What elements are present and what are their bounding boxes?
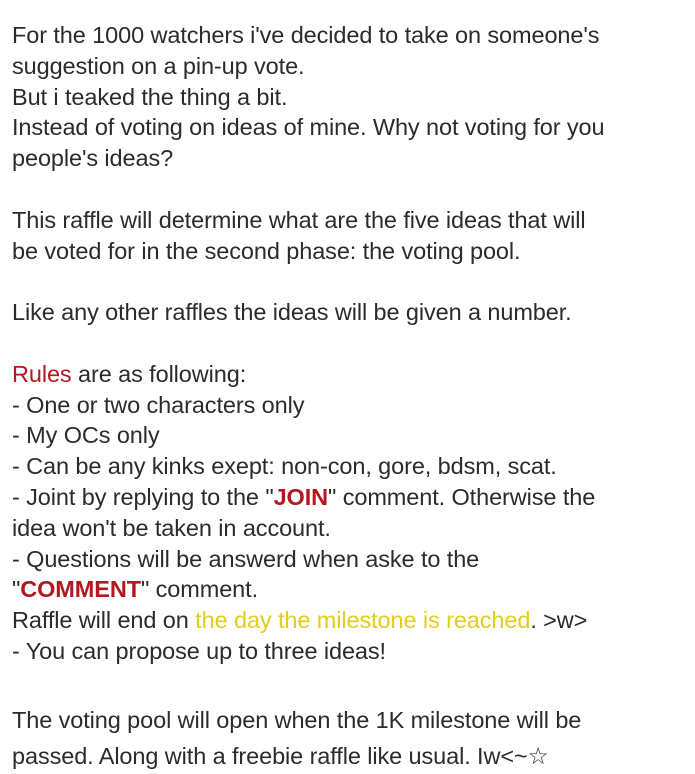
closing-paragraph [12, 702, 692, 774]
join-keyword: JOIN [273, 483, 329, 510]
paragraph-gap [12, 174, 692, 205]
rule-item: - Can be any kinks exept: non-con, gore, bdsm, scat. [12, 453, 557, 480]
rules-heading-word: Rules [12, 360, 72, 387]
rule-join-continuation: idea won't be taken in account. [12, 514, 331, 541]
intro-line: suggestion on a pin-up vote. [12, 52, 305, 79]
rule-comment-post: " comment. [140, 576, 258, 603]
rule-item: - You can propose up to three ideas! [12, 637, 386, 664]
rule-end [12, 605, 692, 636]
intro-line: people's ideas? [12, 145, 174, 172]
closing-line: The voting pool will open when the 1K milestone will be [12, 706, 582, 733]
rule-join [12, 482, 692, 513]
raffle-line: be voted for in the second phase: the voting pool. [12, 237, 521, 264]
comment-keyword: COMMENT [20, 576, 141, 603]
numbering-paragraph [12, 297, 692, 328]
rule-end-post: . >w> [530, 607, 588, 634]
raffle-line: This raffle will determine what are the five ideas that will [12, 206, 586, 233]
intro-line: For the 1000 watchers i've decided to take on someone's [12, 22, 600, 48]
intro-line: Instead of voting on ideas of mine. Why not voting for you [12, 114, 605, 141]
raffle-paragraph [12, 205, 692, 267]
rule-item: - My OCs only [12, 422, 160, 449]
rule-join-post: " comment. Otherwise the [328, 483, 596, 510]
rules-heading-rest: are as following: [71, 360, 247, 387]
numbering-line: Like any other raffles the ideas will be given a number. [12, 299, 572, 326]
closing-line: passed. Along with a freebie raffle like usual. Iw<~☆ [12, 742, 549, 769]
post-body [12, 20, 692, 774]
intro-line: But i teaked the thing a bit. [12, 83, 288, 110]
paragraph-gap [12, 667, 692, 698]
rule-comment-pre: " [12, 576, 21, 603]
rules-section [12, 359, 692, 667]
rules-heading [12, 359, 692, 390]
end-highlight: the day the milestone is reached [195, 607, 531, 634]
intro-paragraph [12, 20, 692, 174]
paragraph-gap [12, 266, 692, 297]
rule-comment [12, 574, 692, 605]
paragraph-gap [12, 328, 692, 359]
rule-end-pre: Raffle will end on [12, 607, 196, 634]
rule-item: - One or two characters only [12, 391, 305, 418]
rule-questions: - Questions will be answerd when aske to the [12, 545, 480, 572]
rule-join-pre: - Joint by replying to the " [12, 483, 274, 510]
